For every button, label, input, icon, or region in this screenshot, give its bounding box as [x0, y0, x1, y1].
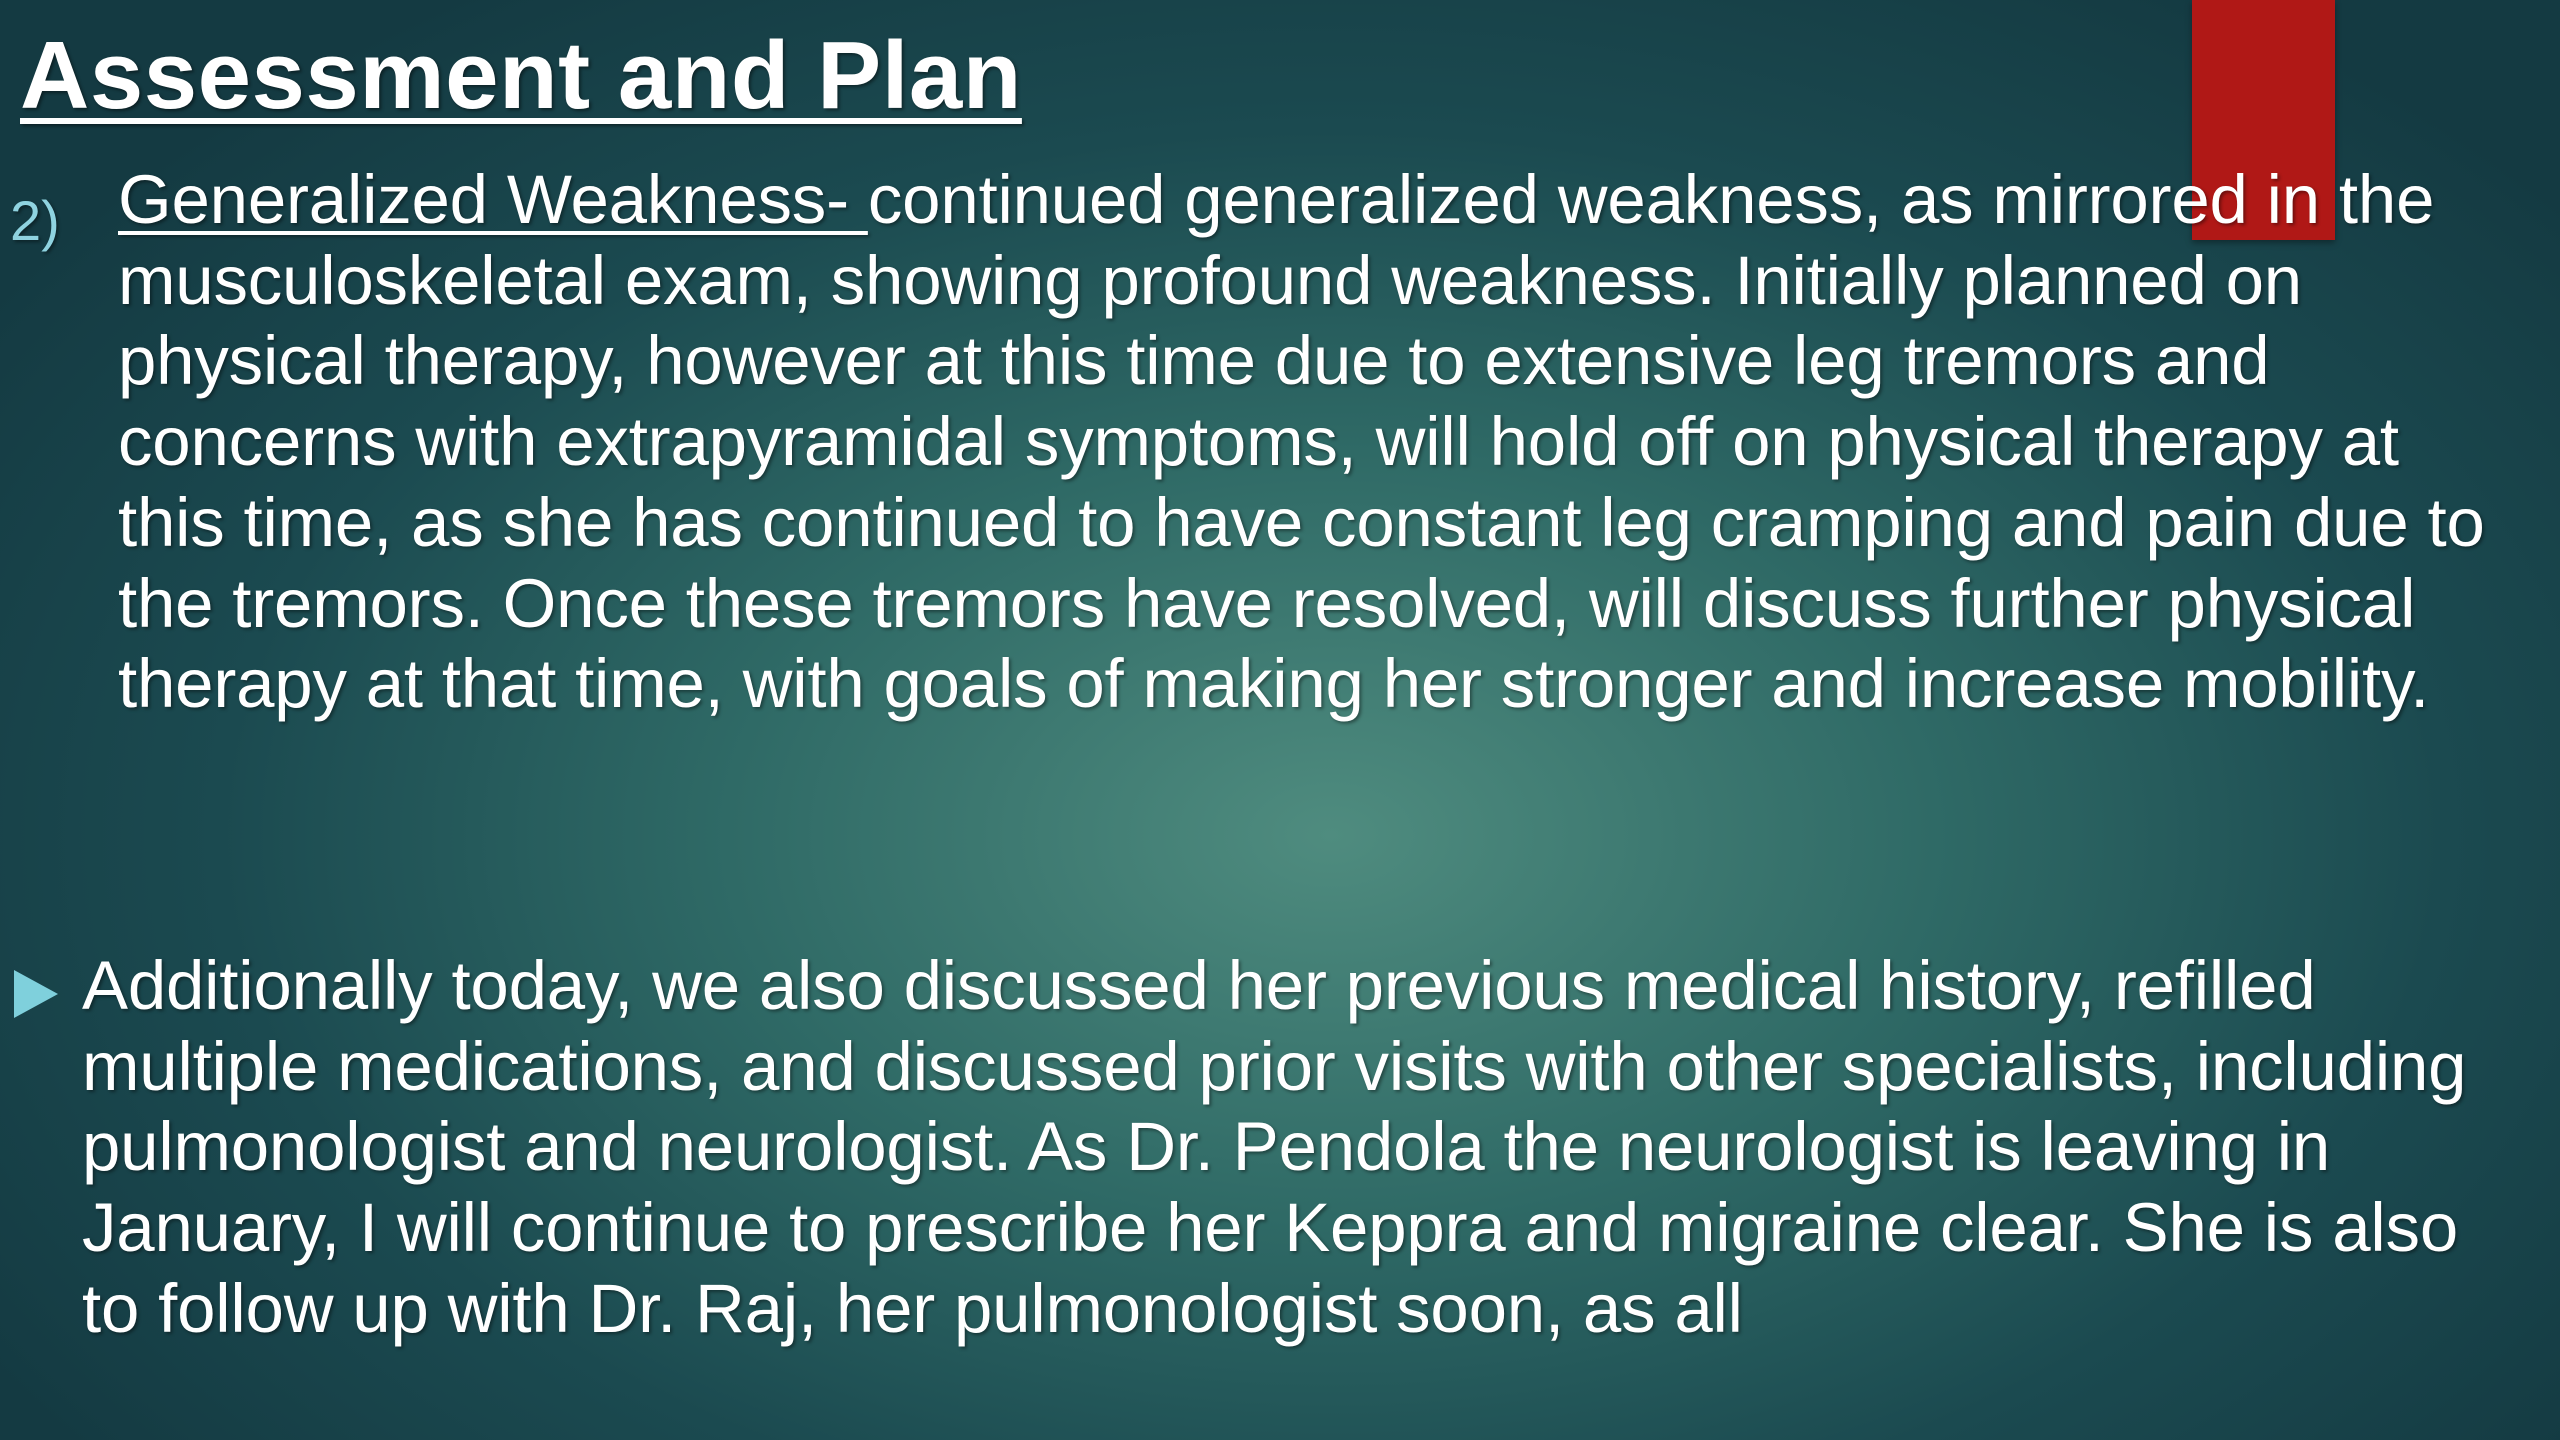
item-number: 2)	[10, 189, 60, 252]
item-text: continued generalized weakness, as mirrored in the musculoskeletal exam, showing profound weakness. Initially planned on physical therapy, however at this time due to extensive leg tremors and concerns with extrapyramidal symptoms, will hold off on physical therapy at this time, as she has continued to have constant leg cramping and pain due to the tremors. Once these tremors have resolved, will discuss further physical therapy at that time, with goals of making her stronger and increase mobility.	[118, 161, 2485, 723]
plan-item-additional-discussion	[0, 946, 2520, 1350]
item-heading: Generalized Weakness-	[118, 161, 868, 238]
slide-title: Assessment and Plan	[20, 22, 1022, 129]
plan-item-generalized-weakness	[0, 160, 2520, 725]
triangle-bullet-icon	[14, 970, 58, 1018]
item-body	[118, 160, 2520, 725]
item-body: Additionally today, we also discussed her previous medical history, refilled multiple medications, and discussed prior visits with other specialists, including pulmonologist and neurologist. As Dr. Pendola the neurologist is leaving in January, I will continue to prescribe her Keppra and migraine clear. She is also to follow up with Dr. Raj, her pulmonologist soon, as all	[82, 947, 2467, 1347]
